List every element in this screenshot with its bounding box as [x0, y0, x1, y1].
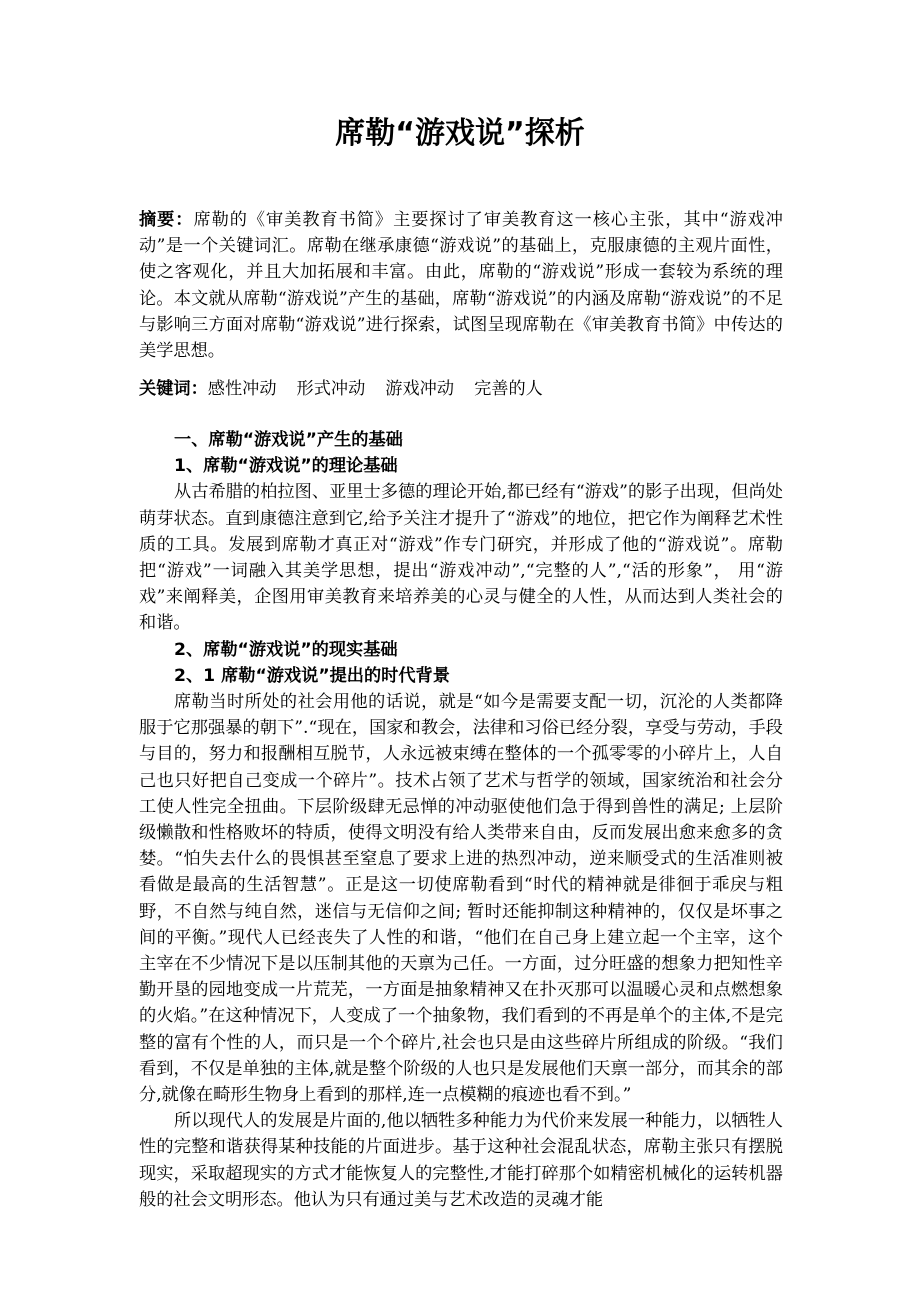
keywords-label: 关键词： — [139, 379, 208, 399]
abstract-text: 席勒的《审美教育书简》主要探讨了审美教育这一核心主张，其中“游戏冲动”是一个关键词汇。席勒在继承康德“游戏说”的基础上，克服康德的主观片面性，使之客观化，并且大加拓展和丰富。由此，席勒的“游戏说”形成一套较为系统的理论。本文就从席勒“游戏说”产生的基础，席勒“游戏说”的内涵及席勒“游戏说”的不足与影响三方面对席勒“游戏说”进行探索，试图呈现席勒在《审美教育书简》中传达的美学思想。 — [139, 210, 783, 362]
body-section — [139, 427, 783, 1213]
abstract-paragraph — [139, 207, 783, 364]
keyword-item: 形式冲动 — [296, 379, 366, 399]
keyword-item: 游戏冲动 — [385, 379, 455, 399]
body-paragraph-1: 从古希腊的柏拉图、亚里士多德的理论开始,都已经有“游戏”的影子出现，但尚处萌芽状态。直到康德注意到它,给予关注才提升了“游戏”的地位，把它作为阐释艺术性质的工具。发展到席勒才真正对“游戏”作专门研究，并形成了他的“游戏说”。席勒把“游戏”一词融入其美学思想，提出“游戏冲动”,“完整的人”,“活的形象”， 用“游戏”来阐释美，企图用审美教育来培养美的心灵与健全的人性，从而达到人类社会的和谐。 — [139, 482, 783, 634]
subsection-heading-1-2-1: 2、1 席勒“游戏说”提出的时代背景 — [174, 665, 450, 686]
abstract-label: 摘要： — [139, 210, 194, 230]
document-title: 席勒“游戏说”探析 — [335, 116, 585, 151]
body-paragraph-2: 席勒当时所处的社会用他的话说，就是“如今是需要支配一切，沉沦的人类都降服于它那强暴的朝下”.“现在，国家和教会，法律和习俗已经分裂，享受与劳动，手段与目的，努力和报酬相互脱节，人永远被束缚在整体的一个孤零零的小碎片上，人自己也只好把自己变成一个碎片”。技术占领了艺术与哲学的领域，国家统治和社会分工使人性完全扭曲。下层阶级肆无忌惮的冲动驱使他们急于得到兽性的满足; 上层阶级懒散和性格败坏的特质，使得文明没有给人类带来自由，反而发展出愈来愈多的贪婪。“怕失去什么的畏惧甚至窒息了要求上进的热烈冲动，逆来顺受式的生活准则被看做是最高的生活智慧”。正是这一切使席勒看到“时代的精神就是徘徊于乖戾与粗野，不自然与纯自然，迷信与无信仰之间; 暂时还能抑制这种精神的，仅仅是坏事之间的平衡。”现代人已经丧失了人性的和谐，“他们在自己身上建立起一个主宰，这个主宰在不少情况下是以压制其他的天禀为己任。一方面，过分旺盛的想象力把知性辛勤开垦的园地变成一片荒芜，一方面是抽象精神又在扑灭那可以温暖心灵和点燃想象的火焰。”在这种情况下，人变成了一个抽象物，我们看到的不再是单个的主体,不是完整的富有个性的人，而只是一个个碎片,社会也只是由这些碎片所组成的阶级。“我们看到，不仅是单独的主体,就是整个阶级的人也只是发展他们天禀一部分，而其余的部分,就像在畸形生物身上看到的那样,连一点模糊的痕迹也看不到。” — [139, 692, 783, 1106]
keyword-item: 感性冲动 — [207, 379, 277, 399]
keyword-item: 完善的人 — [474, 379, 543, 399]
body-paragraph-3: 所以现代人的发展是片面的,他以牺牲多种能力为代价来发展一种能力，以牺牲人性的完整和谐获得某种技能的片面进步。基于这种社会混乱状态，席勒主张只有摆脱现实，采取超现实的方式才能恢复人的完整性,才能打碎那个如精密机械化的运转机器般的社会文明形态。他认为只有通过美与艺术改造的灵魂才能 — [139, 1111, 783, 1210]
keywords-line — [139, 376, 783, 402]
subsection-heading-1-2: 2、席勒“游戏说”的现实基础 — [174, 639, 398, 660]
section-heading-1: 一、席勒“游戏说”产生的基础 — [174, 430, 403, 450]
subsection-heading-1-1: 1、席勒“游戏说”的理论基础 — [174, 456, 398, 477]
